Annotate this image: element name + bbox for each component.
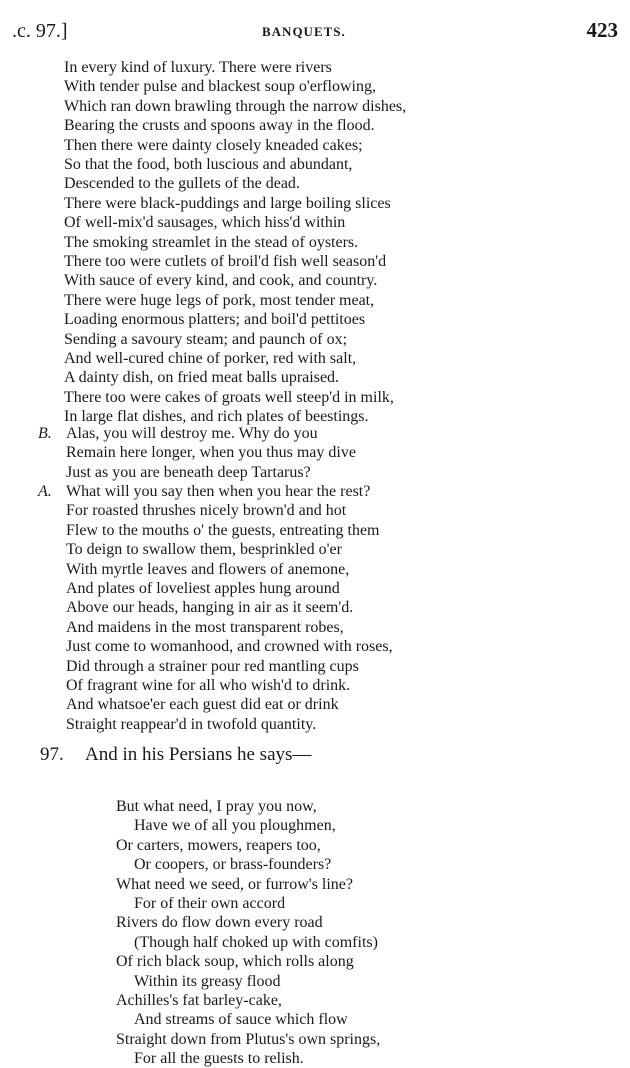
verse-line: Sending a savoury steam; and paunch of ox;: [64, 331, 348, 348]
verse-line: Descended to the gullets of the dead.: [64, 175, 300, 192]
verse-line: Straight reappear'd in twofold quantity.: [66, 716, 317, 733]
verse-line: Bearing the crusts and spoons away in the flood.: [64, 117, 375, 134]
verse-line: And streams of sauce which flow: [134, 1011, 348, 1028]
verse-line: Of well-mix'd sausages, which hiss'd within: [64, 214, 346, 231]
page-number: 423: [586, 18, 618, 42]
verse-line: For of their own accord: [134, 895, 286, 912]
verse-line: Just as you are beneath deep Tartarus?: [66, 464, 311, 481]
verse-line: A dainty dish, on fried meat balls upraised.: [64, 369, 340, 386]
verse-line: With tender pulse and blackest soup o'erflowing,: [64, 78, 376, 95]
verse-line: Did through a strainer pour red mantling cups: [66, 658, 359, 675]
verse-line: Straight down from Plutus's own springs,: [116, 1031, 381, 1048]
verse-line: Or coopers, or brass-founders?: [134, 856, 332, 873]
verse-line: To deign to swallow them, besprinkled o'er: [66, 541, 342, 558]
verse-line: Within its greasy flood: [134, 973, 281, 990]
verse-line: Or carters, mowers, reapers too,: [116, 837, 321, 854]
verse-line: Of rich black soup, which rolls along: [116, 953, 354, 970]
verse-line: There too were cutlets of broil'd fish well season'd: [64, 253, 387, 270]
verse-line: Achilles's fat barley-cake,: [116, 992, 282, 1009]
verse-line: Rivers do flow down every road: [116, 914, 323, 931]
verse-line: There were huge legs of pork, most tender meat,: [64, 292, 375, 309]
verse-line: With sauce of every kind, and cook, and country.: [64, 272, 378, 289]
verse-line: In every kind of luxury. There were rivers: [64, 59, 332, 76]
verse-line: In large flat dishes, and rich plates of beestings.: [64, 408, 369, 425]
verse-line: Of fragrant wine for all who wish'd to drink.: [66, 677, 351, 694]
verse-line: Then there were dainty closely kneaded cakes;: [64, 137, 363, 154]
verse-line: And maidens in the most transparent robes,: [66, 619, 344, 636]
verse-line: Remain here longer, when you thus may dive: [66, 444, 356, 461]
verse-line: What will you say then when you hear the rest?: [66, 483, 371, 500]
verse-line: Flew to the mouths o' the guests, entreating them: [66, 522, 380, 539]
section-reference: .c. 97.]: [12, 20, 68, 42]
section-heading: And in his Persians he says—: [85, 744, 312, 765]
verse-line: So that the food, both luscious and abundant,: [64, 156, 353, 173]
verse-line: Alas, you will destroy me. Why do you: [66, 425, 318, 442]
verse-line: For roasted thrushes nicely brown'd and hot: [66, 502, 347, 519]
verse-line: Loading enormous platters; and boil'd pettitoes: [64, 311, 366, 328]
verse-line: With myrtle leaves and flowers of anemone,: [66, 561, 350, 578]
running-header: [0, 18, 630, 46]
verse-line: And well-cured chine of porker, red with salt,: [64, 350, 357, 367]
speaker-label-a: A.: [38, 483, 52, 500]
verse-line: Have we of all you ploughmen,: [134, 817, 336, 834]
verse-line: Above our heads, hanging in air as it seem'd.: [66, 599, 354, 616]
speaker-label-b: B.: [38, 425, 52, 442]
verse-line: And whatsoe'er each guest did eat or drink: [66, 696, 339, 713]
verse-line: For all the guests to relish.: [134, 1050, 304, 1067]
verse-line: There were black-puddings and large boiling slices: [64, 195, 391, 212]
verse-line: What need we seed, or furrow's line?: [116, 876, 354, 893]
verse-line: (Though half choked up with comfits): [134, 934, 378, 951]
running-title: BANQUETS.: [262, 24, 346, 39]
verse-line: But what need, I pray you now,: [116, 798, 317, 815]
verse-line: There too were cakes of groats well steep'd in milk,: [64, 389, 394, 406]
verse-line: The smoking streamlet in the stead of oysters.: [64, 234, 359, 251]
verse-line: And plates of loveliest apples hung around: [66, 580, 340, 597]
section-number: 97.: [40, 744, 64, 765]
verse-line: Just come to womanhood, and crowned with roses,: [66, 638, 393, 655]
verse-line: Which ran down brawling through the narrow dishes,: [64, 98, 407, 115]
